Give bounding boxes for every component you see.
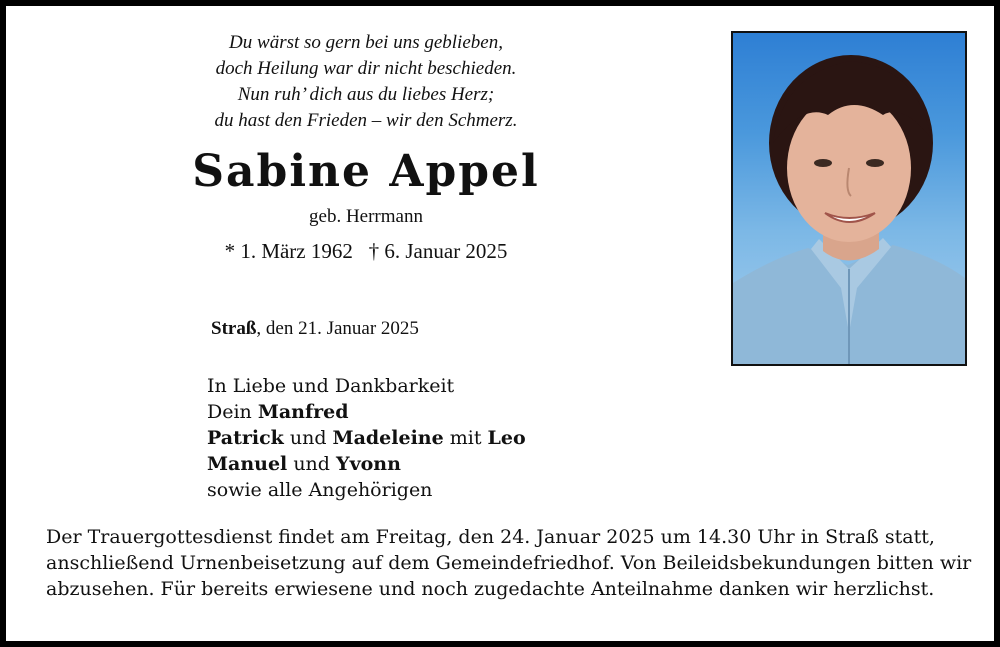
closing-line: anschließend Urnenbeisetzung auf dem Gemeindefriedhof. Von Beileidsbekundungen bitten wir (46, 552, 972, 574)
poem-line: doch Heilung war dir nicht beschieden. (215, 58, 517, 79)
family-line: Manuel und Yvonn (207, 453, 401, 475)
birth-name: geb. Herrmann (309, 206, 423, 227)
closing-line: abzusehen. Für bereits erwiesene und noch zugedachte Anteilnahme danken wir herzlichst. (46, 578, 935, 600)
family-line: Dein Manfred (207, 401, 349, 423)
birth-date: * 1. März 1962 (224, 239, 353, 263)
obituary-notice (6, 6, 994, 641)
poem-line: du hast den Frieden – wir den Schmerz. (214, 110, 518, 131)
death-date: † 6. Januar 2025 (368, 239, 508, 263)
family-member: Patrick (207, 427, 284, 449)
place-and-date (211, 318, 419, 340)
life-dates (156, 239, 576, 264)
closing-line: Der Trauergottesdienst findet am Freitag, den 24. Januar 2025 um 14.30 Uhr in Straß statt, (46, 526, 935, 548)
portrait-photo (731, 31, 967, 366)
mourning-family (207, 373, 526, 503)
place-name: Straß (211, 318, 257, 339)
poem-line: Nun ruh’ dich aus du liebes Herz; (237, 84, 495, 105)
poem-line: Du wärst so gern bei uns geblieben, (229, 32, 503, 53)
deceased-name: Sabine Appel (192, 146, 540, 197)
family-member: Yvonn (336, 453, 401, 475)
notice-date: , den 21. Januar 2025 (256, 318, 419, 339)
portrait-illustration (733, 33, 965, 364)
family-member: Madeleine (332, 427, 444, 449)
family-member: Manfred (257, 401, 349, 423)
family-line: In Liebe und Dankbarkeit (207, 375, 455, 397)
service-information (46, 524, 986, 602)
memorial-poem (136, 30, 596, 134)
family-member: Leo (487, 427, 526, 449)
family-line: sowie alle Angehörigen (207, 479, 433, 501)
family-member: Manuel (207, 453, 288, 475)
family-line: Patrick und Madeleine mit Leo (207, 427, 526, 449)
